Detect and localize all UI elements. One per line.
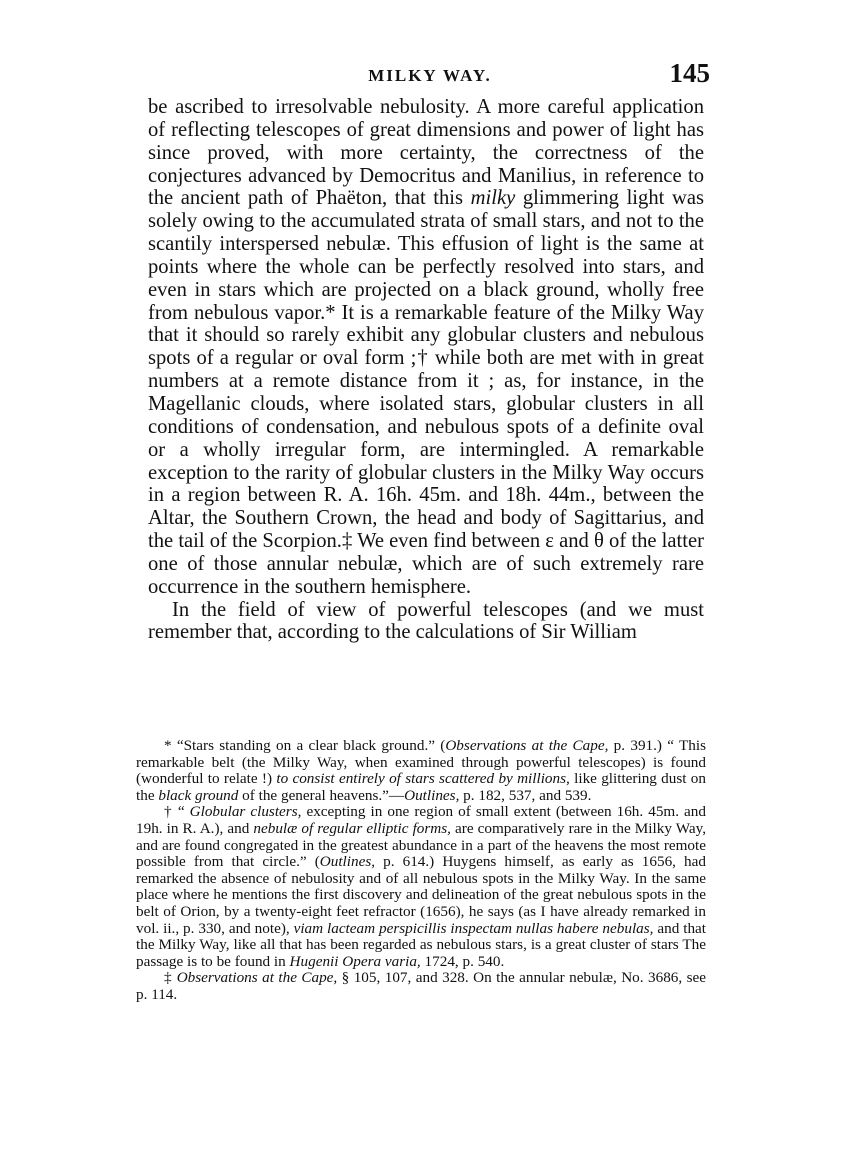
footnote-star-text-d: of the general heavens.”— bbox=[238, 786, 405, 804]
footnote-double-dagger-text-a: ‡ bbox=[164, 969, 177, 987]
footnote-star-italic-b: to consist entirely of stars scattered by millions, bbox=[276, 770, 570, 788]
footnote-star-text-e: p. 182, 537, and 539. bbox=[459, 786, 592, 804]
footnote-star-text-a: * “Stars standing on a clear black ground.” ( bbox=[164, 737, 446, 754]
main-text bbox=[148, 96, 704, 644]
footnote-star-italic-a: Observations at the Cape, bbox=[445, 737, 609, 754]
footnote-star-italic-c: black ground bbox=[158, 786, 239, 804]
footnote-dagger-text-c: are comparatively rare in the Milky Way, and are found congregated in the greatest abundance in a part of the heavens the most remote possible from that circle.” ( bbox=[136, 819, 706, 871]
footnote-dagger-italic-d: viam lacteam perspicillis inspectam nullas habere nebulas, bbox=[293, 919, 654, 937]
footnote-star-text-c: like glittering dust on the bbox=[136, 770, 706, 804]
footnote-dagger-italic-c: Outlines, bbox=[319, 853, 376, 871]
footnote-dagger-text-e: and that the Milky Way, like all that has been regarded as nebulous stars, is a great cluster of stars The passage is to be found in bbox=[136, 919, 706, 970]
footnote-star bbox=[136, 738, 706, 804]
paragraph-2: In the field of view of powerful telescopes (and we must remember that, according to the calculations of Sir William bbox=[148, 598, 704, 644]
footnote-dagger-italic-b: nebulæ of regular elliptic forms, bbox=[253, 819, 451, 837]
paragraph-1 bbox=[148, 96, 704, 599]
footnote-star-italic-d: Outlines, bbox=[404, 786, 460, 804]
footnote-dagger-italic-a: Globular clusters, bbox=[189, 803, 302, 821]
paragraph-1-text-a: be ascribed to irresolvable nebulosity. A more careful application of reflecting telescopes of great dimensions and power of light has since proved, with more certainty, the correctness of the conjectures advanced by Democritus and Manilius, in reference to the ancient path of Phaëton, that this bbox=[148, 96, 704, 210]
footnote-double-dagger bbox=[136, 970, 706, 1003]
footnotes bbox=[136, 738, 706, 1004]
page-number: 145 bbox=[669, 58, 710, 88]
footnote-double-dagger-italic-a: Observations at the Cape, bbox=[176, 969, 338, 987]
paragraph-1-text-b: glimmering light was solely owing to the accumulated strata of small stars, and not to the scantily interspersed nebulæ. This effusion of light is the same at points where the whole can be perfectly resolved into stars, and even in stars which are projected on a black ground, wholly free from nebulous vapor.* It is a remarkable feature of the Milky Way that it should so rarely exhibit any globular clusters and nebulous spots of a regular or oval form ;† while both are met with in great numbers at a remote distance from it ; as, for instance, in the Magellanic clouds, where isolated stars, globular clusters in all conditions of condensation, and nebulous spots of a definite oval or a wholly irregular form, are intermingled. A remarkable exception to the rarity of globular clusters in the Milky Way occurs in a region between R. A. 16h. 45m. and 18h. 44m., between the Altar, the Southern Crown, the head and body of Sagittarius, and the tail of the Scorpion.‡ We even find between ε and θ of the latter one of those annular nebulæ, which are of such extremely rare occurrence in the southern hemisphere. bbox=[148, 187, 704, 598]
footnote-dagger-italic-e: Hugenii Opera varia, bbox=[289, 952, 421, 970]
footnote-dagger-text-f: 1724, p. 540. bbox=[420, 952, 505, 970]
running-title: MILKY WAY. bbox=[368, 66, 492, 85]
page-header bbox=[150, 58, 710, 92]
footnote-dagger-text-d: p. 614.) Huygens himself, as early as 1656, had remarked the absence of nebulosity and of all nebulous spots in the Milky Way. In the same place where he mentions the first discovery and delineation of the great nebulous spots in the belt of Orion, by a twenty-eight feet refractor (1656), he says (as I have already remarked in vol. ii., p. 330, and note), bbox=[136, 853, 706, 937]
footnote-dagger bbox=[136, 804, 706, 970]
footnote-star-text-b: p. 391.) “ This remarkable belt (the Milky Way, when examined through powerful telescopes) is found (wonderful to relate !) bbox=[136, 737, 707, 788]
paragraph-1-italic-milky: milky bbox=[470, 187, 516, 210]
footnote-dagger-text-b: excepting in one region of small extent (between 16h. 45m. and 19h. in R. A.), and bbox=[136, 803, 706, 837]
footnote-dagger-text-a: † “ bbox=[164, 803, 190, 821]
footnote-double-dagger-text-b: § 105, 107, and 328. On the annular nebulæ, No. 3686, see p. 114. bbox=[136, 969, 707, 1003]
